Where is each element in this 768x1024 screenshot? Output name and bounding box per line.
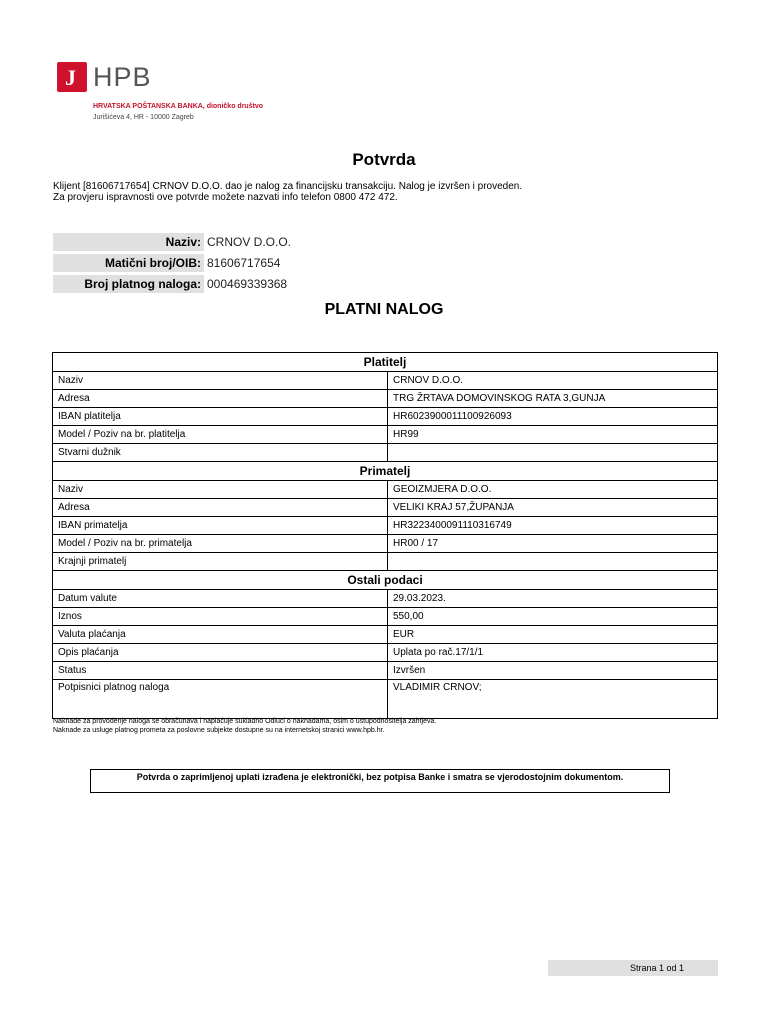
info-label: Naziv: bbox=[53, 233, 204, 251]
fine-print bbox=[53, 717, 436, 735]
table-row bbox=[53, 644, 718, 662]
logo-name: HPB bbox=[93, 62, 152, 92]
intro-line-2: Za provjeru ispravnosti ove potvrde možete nazvati info telefon 0800 472 472. bbox=[53, 192, 398, 203]
row-value: 29.03.2023. bbox=[388, 590, 718, 608]
row-label: Adresa bbox=[53, 499, 388, 517]
row-label: Adresa bbox=[53, 390, 388, 408]
row-value: Izvršen bbox=[388, 662, 718, 680]
row-label: Iznos bbox=[53, 608, 388, 626]
info-label: Matični broj/OIB: bbox=[53, 254, 204, 272]
row-label: Stvarni dužnik bbox=[53, 444, 388, 462]
table-row bbox=[53, 444, 718, 462]
table-row bbox=[53, 408, 718, 426]
row-label: Status bbox=[53, 662, 388, 680]
table-row bbox=[53, 499, 718, 517]
row-label: Datum valute bbox=[53, 590, 388, 608]
table-row bbox=[53, 662, 718, 680]
table-row bbox=[53, 590, 718, 608]
info-label: Broj platnog naloga: bbox=[53, 275, 204, 293]
bank-address: Jurišićeva 4, HR - 10000 Zagreb bbox=[93, 114, 194, 121]
row-value bbox=[388, 553, 718, 571]
table-row bbox=[53, 535, 718, 553]
section-header-recipient: Primatelj bbox=[53, 462, 718, 481]
table-row bbox=[53, 608, 718, 626]
row-label: Model / Poziv na br. platitelja bbox=[53, 426, 388, 444]
row-label: IBAN platitelja bbox=[53, 408, 388, 426]
table-row bbox=[53, 426, 718, 444]
row-value: HR3223400091110316749 bbox=[388, 517, 718, 535]
validity-note: Potvrda o zaprimljenoj uplati izrađena je elektronički, bez potpisa Banke i smatra se vjerodostojnim dokumentom. bbox=[90, 769, 670, 793]
fine-print-line-1: Naknade za provođenje naloga se obračunava i naplaćuje sukladno Odluci o naknadama, osim o ustupodnositelja zahtjeva. bbox=[53, 718, 437, 725]
intro-text bbox=[53, 181, 522, 203]
order-title: PLATNI NALOG bbox=[324, 301, 444, 318]
table-row bbox=[53, 553, 718, 571]
row-value: CRNOV D.O.O. bbox=[388, 372, 718, 390]
row-label: Naziv bbox=[53, 372, 388, 390]
row-value: HR99 bbox=[388, 426, 718, 444]
table-row bbox=[53, 390, 718, 408]
row-value: 550,00 bbox=[388, 608, 718, 626]
row-label: Opis plaćanja bbox=[53, 644, 388, 662]
row-label: IBAN primatelja bbox=[53, 517, 388, 535]
table-row bbox=[53, 626, 718, 644]
section-header-other: Ostali podaci bbox=[53, 571, 718, 590]
fine-print-line-2: Naknade za usluge platnog prometa za poslovne subjekte dostupne su na internetskoj stranici www.hpb.hr. bbox=[53, 727, 385, 734]
section-header-payer: Platitelj bbox=[53, 353, 718, 372]
row-value: GEOIZMJERA D.O.O. bbox=[388, 481, 718, 499]
bank-full-name: HRVATSKA POŠTANSKA BANKA, dioničko društvo bbox=[93, 103, 264, 110]
row-value: VELIKI KRAJ 57,ŽUPANJA bbox=[388, 499, 718, 517]
payment-order-table bbox=[52, 352, 718, 719]
row-label: Krajnji primatelj bbox=[53, 553, 388, 571]
table-row bbox=[53, 680, 718, 719]
table-row bbox=[53, 481, 718, 499]
info-row bbox=[53, 275, 291, 293]
page-title: Potvrda bbox=[352, 150, 416, 169]
row-label: Valuta plaćanja bbox=[53, 626, 388, 644]
info-value: CRNOV D.O.O. bbox=[207, 235, 292, 249]
row-value bbox=[388, 444, 718, 462]
row-value: HR00 / 17 bbox=[388, 535, 718, 553]
info-value: 000469339368 bbox=[207, 277, 288, 291]
intro-line-1: Klijent [81606717654] CRNOV D.O.O. dao je nalog za financijsku transakciju. Nalog je izvršen i proveden. bbox=[53, 181, 523, 192]
row-label: Naziv bbox=[53, 481, 388, 499]
info-row bbox=[53, 233, 291, 251]
table-row bbox=[53, 372, 718, 390]
bank-logo bbox=[53, 58, 264, 126]
row-value: Uplata po rač.17/1/1 bbox=[388, 644, 718, 662]
page-number: Strana 1 od 1 bbox=[548, 960, 718, 976]
row-value: TRG ŽRTAVA DOMOVINSKOG RATA 3,GUNJA bbox=[388, 390, 718, 408]
hpb-logo-icon: J bbox=[57, 62, 87, 92]
client-info-table bbox=[53, 230, 291, 296]
table-row bbox=[53, 517, 718, 535]
info-value: 81606717654 bbox=[207, 256, 281, 270]
row-value: HR6023900011100926093 bbox=[388, 408, 718, 426]
info-row bbox=[53, 254, 291, 272]
row-value: EUR bbox=[388, 626, 718, 644]
row-value: VLADIMIR CRNOV; bbox=[388, 680, 718, 719]
row-label: Potpisnici platnog naloga bbox=[53, 680, 388, 719]
row-label: Model / Poziv na br. primatelja bbox=[53, 535, 388, 553]
